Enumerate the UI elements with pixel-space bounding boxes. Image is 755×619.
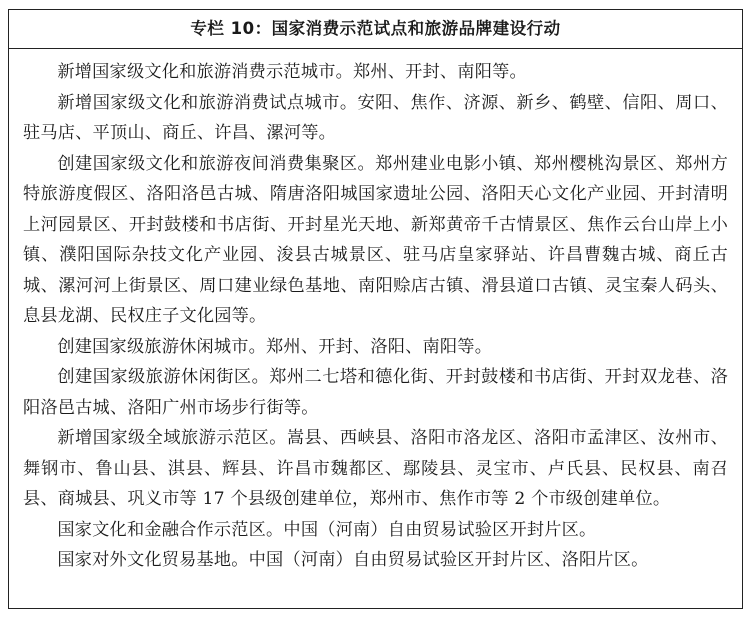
column-title: 专栏 10：国家消费示范试点和旅游品牌建设行动: [9, 10, 742, 49]
paragraph-foreign-trade-base: 国家对外文化贸易基地。中国（河南）自由贸易试验区开封片区、洛阳片区。: [57, 550, 649, 570]
paragraph-night-consumption-zones: 创建国家级文化和旅游夜间消费集聚区。郑州建业电影小镇、郑州樱桃沟景区、郑州方特旅游度假区、洛阳洛邑古城、隋唐洛阳城国家遗址公园、洛阳天心文化产业园、开封清明上河园景区、开封鼓楼和书店街、开封星光天地、新郑黄帝千古情景区、焦作云台山岸上小镇、濮阳国际杂技文化产业园、浚县古城景区、驻马店皇家驿站、许昌曹魏古城、商丘古城、漯河河上街景区、周口建业绿色基地、南阳赊店古镇、滑县道口古镇、灵宝秦人码头、息县龙湖、民权庄子文化园等。: [23, 153, 728, 326]
paragraph-leisure-streets: 创建国家级旅游休闲街区。郑州二七塔和德化街、开封鼓楼和书店街、开封双龙巷、洛阳洛邑古城、洛阳广州市场步行街等。: [23, 367, 728, 418]
paragraph-all-for-one-tourism-zones: 新增国家级全域旅游示范区。嵩县、西峡县、洛阳市洛龙区、洛阳市孟津区、汝州市、舞钢市、鲁山县、淇县、辉县、许昌市魏都区、鄢陵县、灵宝市、卢氏县、民权县、南召县、商城县、巩义市等 17 个县级创建单位，郑州市、焦作市等 2 个市级创建单位。: [23, 428, 728, 509]
column-body: [9, 49, 742, 576]
paragraph-consumption-demo-cities: 新增国家级文化和旅游消费示范城市。郑州、开封、南阳等。: [57, 62, 527, 82]
paragraph-consumption-pilot-cities: 新增国家级文化和旅游消费试点城市。安阳、焦作、济源、新乡、鹤壁、信阳、周口、驻马店、平顶山、商丘、许昌、漯河等。: [23, 92, 728, 143]
column-box: [8, 9, 743, 609]
paragraph-culture-finance-zone: 国家文化和金融合作示范区。中国（河南）自由贸易试验区开封片区。: [57, 519, 597, 540]
paragraph-leisure-cities: 创建国家级旅游休闲城市。郑州、开封、洛阳、南阳等。: [57, 336, 493, 357]
